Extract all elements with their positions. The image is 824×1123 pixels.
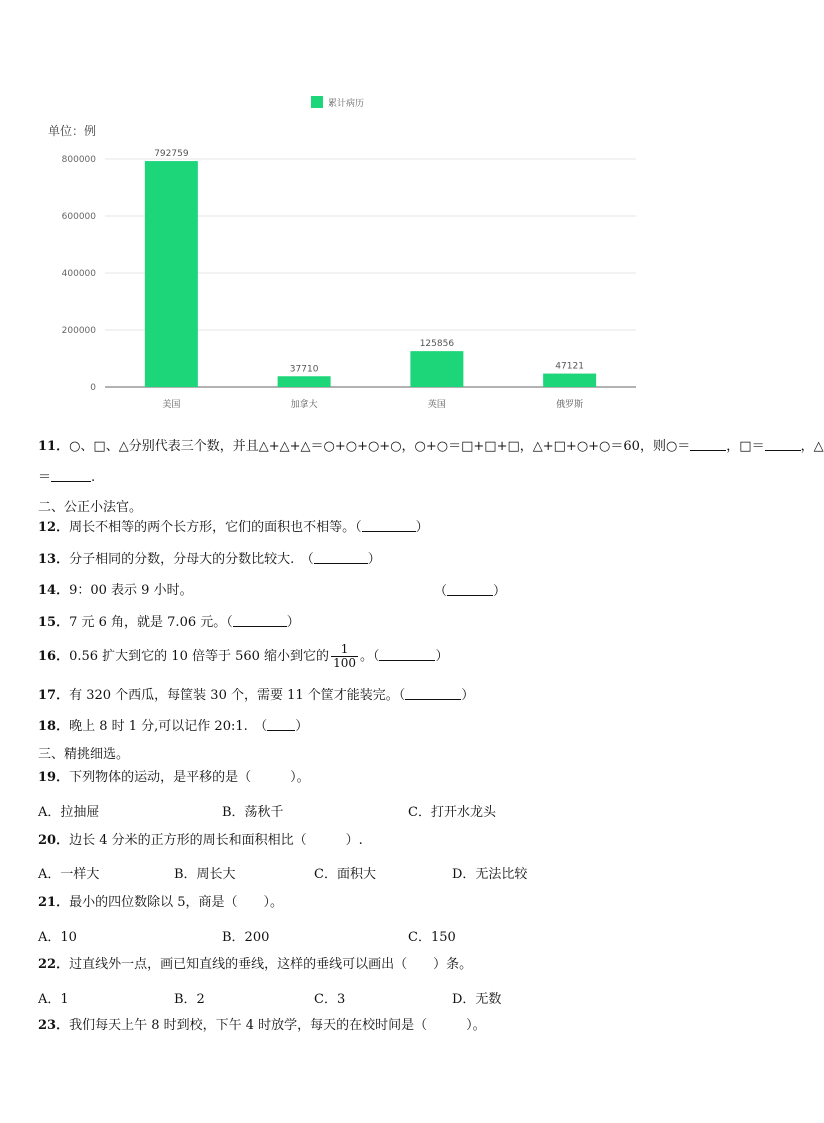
question-number: 11．	[38, 439, 70, 454]
question-text: ）	[286, 615, 300, 630]
question-text: 分子相同的分数，分母大的分数比较大. （	[69, 552, 314, 567]
question-20	[38, 833, 363, 849]
question-number: 12．	[38, 520, 70, 535]
option-b[interactable]: B．周长大	[174, 867, 236, 882]
question-text: 。（	[359, 649, 380, 664]
question-text: .	[91, 470, 96, 485]
question-15	[38, 614, 300, 631]
question-text: 0.56 扩大到它的 10 倍等于 560 缩小到它的	[69, 649, 330, 664]
legend-swatch	[311, 96, 323, 108]
y-tick-label: 800000	[61, 155, 96, 165]
option-c[interactable]: C．面积大	[314, 867, 376, 882]
answer-blank[interactable]	[233, 614, 287, 627]
y-tick-label: 400000	[61, 269, 96, 279]
question-text: 有 320 个西瓜，每筐装 30 个，需要 11 个筐才能装完。（	[69, 688, 406, 703]
option-a[interactable]: A．一样大	[38, 867, 100, 882]
option-b[interactable]: B．200	[222, 930, 270, 945]
question-text: ○、□、△分别代表三个数，并且△+△+△＝○+○+○+○，○+○＝□+□+□，△+□+○+○＝60，则○＝	[69, 439, 691, 454]
question-number: 22．	[38, 957, 70, 972]
y-tick-label: 600000	[61, 212, 96, 222]
question-text: 下列物体的运动，是平移的是（ ）。	[69, 770, 310, 785]
question-text: ）	[415, 520, 429, 535]
bar	[410, 351, 463, 387]
option-a[interactable]: A．拉抽屉	[38, 805, 100, 820]
option-a[interactable]: A．1	[38, 992, 69, 1007]
answer-blank[interactable]	[267, 718, 295, 731]
bar-chart	[0, 0, 794, 420]
question-number: 23．	[38, 1018, 70, 1033]
x-tick-label: 美国	[162, 400, 181, 410]
fraction-denominator: 100	[333, 656, 356, 670]
question-text: ）	[461, 688, 475, 703]
question-14	[38, 583, 193, 599]
question-21	[38, 895, 283, 911]
question-text: 过直线外一点，画已知直线的垂线，这样的垂线可以画出（ ）条。	[69, 957, 473, 972]
y-tick-label: 200000	[61, 326, 96, 336]
question-number: 18．	[38, 719, 70, 734]
legend-label: 累计病历	[328, 99, 365, 109]
question-text: 最小的四位数除以 5，商是（ ）。	[69, 895, 283, 910]
x-tick-label: 加拿大	[290, 400, 318, 410]
question-12	[38, 519, 429, 536]
bar	[278, 376, 331, 387]
question-23	[38, 1018, 486, 1034]
question-text: 7 元 6 角，就是 7.06 元。（	[69, 615, 233, 630]
data-label: 37710	[289, 364, 319, 375]
y-tick-label: 0	[90, 383, 96, 393]
question-19	[38, 770, 310, 786]
data-label: 792759	[154, 149, 189, 160]
option-d[interactable]: D．无数	[452, 992, 502, 1007]
question-number: 14．	[38, 583, 70, 598]
section-heading: 三、精挑细选。	[38, 747, 130, 762]
x-tick-label: 英国	[427, 400, 446, 410]
question-text: ）	[367, 552, 381, 567]
question-text: ）	[295, 719, 309, 734]
question-text: 边长 4 分米的正方形的周长和面积相比（ ）.	[69, 833, 363, 848]
chart-unit-label: 单位：例	[48, 124, 97, 138]
bar	[145, 161, 198, 387]
question-number: 19．	[38, 770, 70, 785]
question-13	[38, 551, 381, 568]
answer-blank[interactable]	[447, 583, 493, 596]
option-b[interactable]: B．2	[174, 992, 205, 1007]
question-22	[38, 957, 472, 973]
section-heading: 二、公正小法官。	[38, 500, 143, 515]
question-16	[38, 642, 449, 672]
question-text: ）	[435, 649, 449, 664]
question-text: ＝	[38, 470, 52, 485]
question-number: 13．	[38, 552, 70, 567]
option-b[interactable]: B．荡秋千	[222, 805, 284, 820]
question-number: 20．	[38, 833, 70, 848]
answer-blank[interactable]	[362, 519, 416, 532]
data-label: 125856	[419, 339, 455, 350]
question-18	[38, 718, 308, 735]
option-d[interactable]: D．无法比较	[452, 867, 528, 882]
answer-blank[interactable]	[690, 438, 726, 451]
question-11	[38, 438, 824, 455]
answer-blank[interactable]	[405, 687, 461, 700]
answer-blank[interactable]	[51, 469, 91, 482]
data-label: 47121	[555, 361, 584, 372]
question-11-line2	[38, 469, 95, 486]
answer-blank[interactable]	[765, 438, 801, 451]
question-number: 15．	[38, 615, 70, 630]
question-text: 9：00 表示 9 小时。	[69, 583, 193, 598]
question-text: 周长不相等的两个长方形，它们的面积也不相等。（	[69, 520, 362, 535]
x-tick-label: 俄罗斯	[556, 400, 584, 410]
option-c[interactable]: C．打开水龙头	[408, 805, 496, 820]
question-text: 我们每天上午 8 时到校，下午 4 时放学，每天的在校时间是（ ）。	[69, 1018, 486, 1033]
bar	[543, 374, 596, 387]
fraction	[331, 643, 358, 670]
option-c[interactable]: C．3	[314, 992, 346, 1007]
question-text: 晚上 8 时 1 分,可以记作 20:1. （	[69, 719, 268, 734]
question-text: （	[434, 584, 448, 599]
question-number: 17．	[38, 688, 70, 703]
fraction-numerator: 1	[331, 643, 358, 657]
question-17	[38, 687, 474, 704]
question-text: ，△	[800, 439, 824, 454]
option-c[interactable]: C．150	[408, 930, 456, 945]
answer-blank[interactable]	[314, 551, 368, 564]
question-text: ）	[493, 584, 507, 599]
question-number: 16．	[38, 649, 70, 664]
question-number: 21．	[38, 895, 70, 910]
option-a[interactable]: A．10	[38, 930, 77, 945]
answer-blank[interactable]	[379, 648, 435, 661]
question-14-answer	[434, 583, 506, 600]
question-text: ，□＝	[726, 439, 765, 454]
